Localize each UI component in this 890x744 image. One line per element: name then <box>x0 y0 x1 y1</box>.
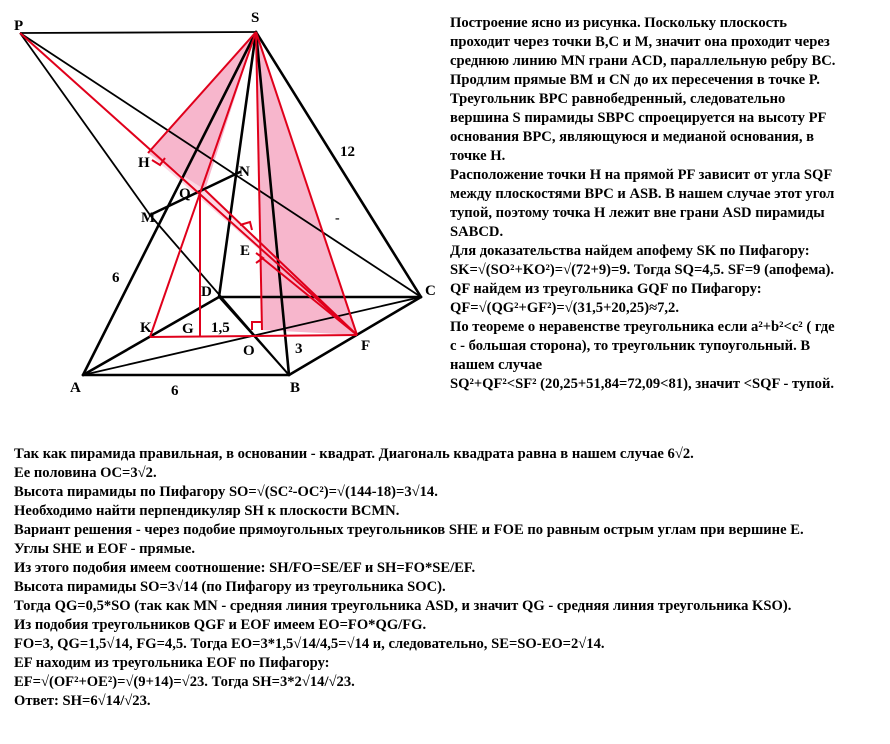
right-text-line: Построение ясно из рисунка. Поскольку плоскость <box>450 15 787 31</box>
right-text-line: нашем случае <box>450 357 543 373</box>
line-p-m <box>20 33 150 215</box>
solution-text-bottom <box>14 445 886 711</box>
label-n: N <box>239 164 250 180</box>
bottom-text-line: FO=3, QG=1,5√14, FG=4,5. Тогда EO=3*1,5√14/4,5=√14 и, следовательно, SE=SO-EO=2√14. <box>14 636 605 652</box>
bottom-text-line: Из этого подобия имеем соотношение: SH/FO=SE/EF и SH=FO*SE/EF. <box>14 560 476 576</box>
right-text-line: Треугольник BPC равнобедренный, следовательно <box>450 91 786 107</box>
bottom-text-line: EF находим из треугольника EOF по Пифагору: <box>14 655 330 671</box>
right-text-line: основания BPC, являющуюся и медианой основания, в <box>450 129 815 145</box>
bottom-text-line: Ее половина OC=3√2. <box>14 465 157 481</box>
explanation-text-right <box>450 14 886 394</box>
bottom-text-line: EF=√(OF²+OE²)=√(9+14)=√23. Тогда SH=3*2√14/√23. <box>14 674 355 690</box>
right-text-line: По теореме о неравенстве треугольника если a²+b²<c² ( где <box>450 319 835 335</box>
label-k: K <box>140 320 152 336</box>
right-text-line: среднюю линию MN грани ACD, параллельную ребру BC. <box>450 53 836 69</box>
right-text-line: QF=√(QG²+GF²)=√(31,5+20,25)≈7,2. <box>450 300 679 316</box>
label-d: D <box>201 284 212 300</box>
right-text-line: точке H. <box>450 148 506 164</box>
edge-sa <box>83 32 256 375</box>
measure-sc: 12 <box>340 144 355 160</box>
label-c: C <box>425 283 436 299</box>
right-text-line: SK=√(SO²+KO²)=√(72+9)=9. Тогда SQ=4,5. SF=9 (апофема). <box>450 262 835 278</box>
label-h: H <box>138 155 150 171</box>
measure-ab: 6 <box>171 383 179 399</box>
right-text-line: проходит через точки B,C и M, значит она проходит через <box>450 34 830 50</box>
right-text-line: c - большая сторона), то треугольник тупоугольный. В <box>450 338 811 354</box>
label-g: G <box>182 321 194 337</box>
right-text-line: QF найдем из треугольника GQF по Пифагору: <box>450 281 762 297</box>
right-text-line: тупой, поэтому точка H лежит вне грани ASD пирамиды <box>450 205 825 221</box>
bottom-text-line: Высота пирамиды по Пифагору SO=√(SC²-OC²)=√(144-18)=3√14. <box>14 484 438 500</box>
bottom-text-line: Углы SHE и EOF - прямые. <box>14 541 196 557</box>
bottom-text-line: Необходимо найти перпендикуляр SH к плоскости BCMN. <box>14 503 400 519</box>
bottom-text-line: Вариант решения - через подобие прямоугольных треугольников SHE и FOE по равным острым углам при вершине E. <box>14 522 804 538</box>
right-text-line: Для доказательства найдем апофему SK по Пифагору: <box>450 243 810 259</box>
label-o: O <box>243 343 255 359</box>
stray-tick-mark: - <box>335 211 340 226</box>
label-m: M <box>141 210 156 226</box>
label-f: F <box>361 338 371 354</box>
line-p-s <box>20 32 256 33</box>
bottom-text-line: Из подобия треугольников QGF и EOF имеем EO=FO*QG/FG. <box>14 617 427 633</box>
right-text-line: Расположение точки H на прямой PF зависит от угла SQF <box>450 167 833 183</box>
right-text-line: между плоскостями BPC и ASB. В нашем случае этот угол <box>450 186 835 202</box>
bottom-text-line: Ответ: SH=6√14/√23. <box>14 693 151 709</box>
label-q: Q <box>179 186 191 202</box>
measure-go: 1,5 <box>211 320 230 336</box>
right-text-line: вершина S пирамиды SBPC спроецируется на высоту PF <box>450 110 827 126</box>
label-s: S <box>251 10 260 26</box>
right-text-line: SQ²+QF²<SF² (20,25+51,84=72,09<81), значит <SQF - тупой. <box>450 376 835 392</box>
label-a: A <box>70 380 81 396</box>
bottom-text-line: Тогда QG=0,5*SO (так как MN - средняя линия треугольника ASD, и значит QG - средняя линия треугольника KSO). <box>14 598 792 614</box>
right-angle-mark-o <box>252 322 262 330</box>
label-e: E <box>240 243 251 259</box>
measure-of: 3 <box>295 341 303 357</box>
right-text-line: Продлим прямые BM и CN до их пересечения в точке P. <box>450 72 820 88</box>
bottom-text-line: Так как пирамида правильная, в основании - квадрат. Диагональ квадрата равна в нашем случае 6√2. <box>14 446 694 462</box>
right-text-line: SABCD. <box>450 224 504 240</box>
label-b: B <box>290 380 301 396</box>
label-p: P <box>14 18 24 34</box>
measure-am: 6 <box>112 270 120 286</box>
pyramid-diagram <box>0 0 440 420</box>
bottom-text-line: Высота пирамиды SO=3√14 (по Пифагору из треугольника SOC). <box>14 579 446 595</box>
